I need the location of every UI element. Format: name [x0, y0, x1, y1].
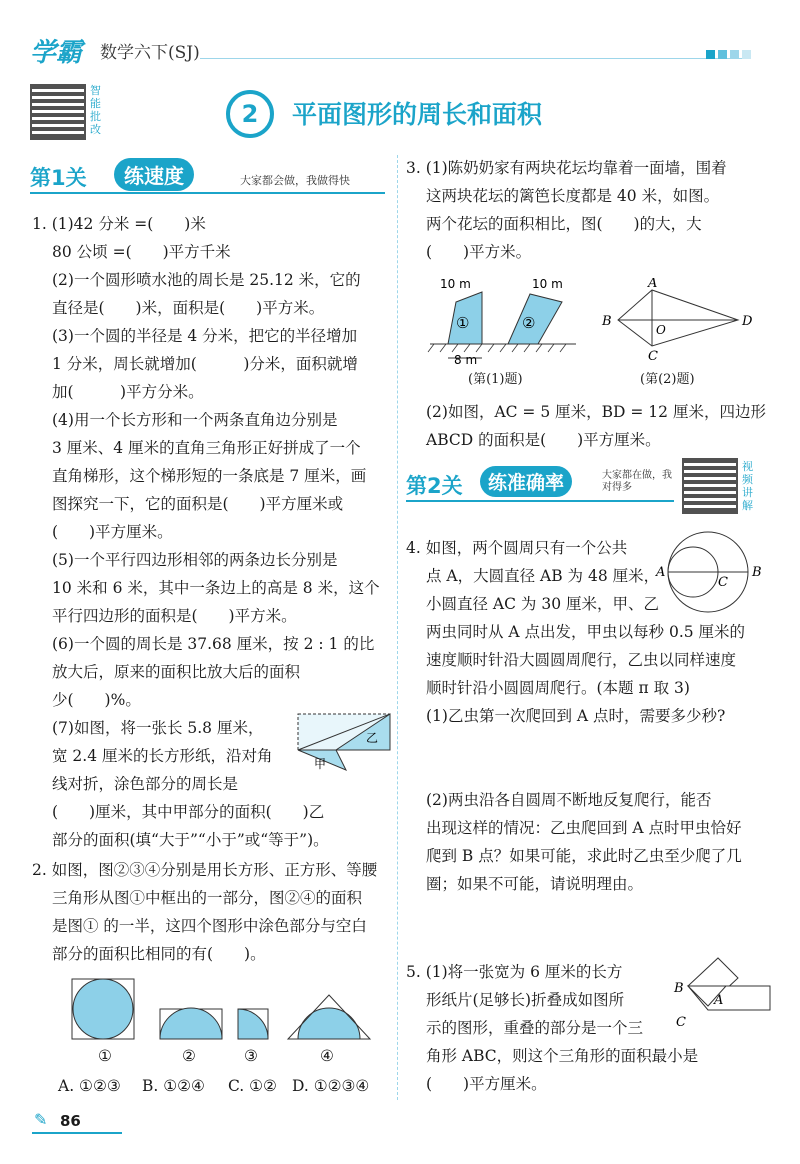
level2-tag: 大家都在做，我对得多	[602, 470, 672, 493]
level2-rule	[406, 500, 674, 502]
left-line: 80 公顷 =( )平方千米	[52, 243, 231, 261]
level2-qr-side: 视频讲解	[742, 460, 753, 512]
q4-part2-line: 出现这样的情况：乙虫爬回到 A 点时甲虫恰好	[426, 819, 742, 837]
left-line: ( )厘米，其中甲部分的面积( )乙	[52, 803, 325, 821]
q3-part2-line: (2)如图，AC = 5 厘米，BD = 12 厘米，四边形	[426, 403, 766, 421]
q2-fig4-semicircle	[298, 1008, 360, 1039]
q5-fold-figure	[666, 954, 776, 1034]
q3-bed2-label: ②	[522, 314, 536, 332]
q5-A: A	[714, 993, 724, 1008]
column-divider	[397, 155, 398, 1100]
q3-fig1	[426, 272, 586, 372]
left-line: (2)一个圆形喷水池的周长是 25.12 米，它的	[52, 271, 361, 289]
q3-len1: 10 m	[440, 277, 471, 291]
left-line: 平行四边形的面积是( )平方米。	[52, 607, 297, 625]
q2-fig1-circle	[73, 979, 133, 1039]
right-line: 3. (1)陈奶奶家有两块花坛均靠着一面墙，围着	[406, 159, 727, 177]
left-line: 部分的面积比相同的有( )。	[52, 945, 266, 963]
left-line: 部分的面积(填“大于”“小于”或“等于”)。	[52, 831, 329, 849]
left-line: 是图① 的一半，这四个图形中涂色部分与空白	[52, 917, 367, 935]
header-rule	[200, 58, 742, 59]
q4-line: (1)乙虫第一次爬回到 A 点时，需要多少秒?	[426, 707, 726, 725]
unit-number: 2	[226, 90, 274, 138]
right-line: ( )平方米。	[426, 243, 532, 261]
qr-side-label: 智能批改	[90, 84, 101, 136]
q4-part2-line: 爬到 B 点？如果可能，求此时乙虫至少爬了几	[426, 847, 742, 865]
q4-A: A	[656, 565, 666, 580]
q3-len2: 10 m	[532, 277, 563, 291]
level1-rule	[30, 192, 385, 194]
kite-D: D	[742, 314, 753, 329]
brand-logo: 学霸	[30, 38, 83, 68]
q4-line: 4. 如图，两个圆周只有一个公共	[406, 539, 628, 557]
left-line: (7)如图，将一张长 5.8 厘米，	[52, 719, 264, 737]
left-line: 线对折，涂色部分的周长是	[52, 775, 239, 793]
right-line: 这两块花坛的篱笆长度都是 40 米，如图。	[426, 187, 720, 205]
qr-code-icon[interactable]	[682, 458, 738, 514]
q3-caption2: (第(2)题)	[640, 372, 695, 387]
kite-O: O	[656, 323, 666, 337]
level2-label: 第2关	[406, 474, 463, 498]
kite-A: A	[648, 278, 658, 291]
q3-caption1: (第(1)题)	[468, 372, 523, 387]
fold-yi-label: 乙	[366, 731, 379, 745]
q5-line: 形纸片(足够长)折叠成如图所	[426, 991, 625, 1009]
pencil-icon: ✎	[34, 1110, 48, 1129]
q4-line: 小圆直径 AC 为 30 厘米，甲、乙	[426, 595, 659, 613]
book-title: 数学六下(SJ)	[100, 43, 200, 63]
level1-label: 第1关	[30, 166, 87, 190]
left-line: 10 米和 6 米，其中一条边上的高是 8 米，这个	[52, 579, 380, 597]
left-line: 直角梯形，这个梯形短的一条底是 7 厘米，画	[52, 467, 367, 485]
left-line: 直径是( )米，面积是( )平方米。	[52, 299, 325, 317]
left-line: (3)一个圆的半径是 4 分米，把它的半径增加	[52, 327, 358, 345]
q5-line: 5. (1)将一张宽为 6 厘米的长方	[406, 963, 623, 981]
q2-option-a: A. ①②③	[58, 1077, 121, 1095]
q2-option-c: C. ①②	[228, 1077, 277, 1095]
q4-part2-line: (2)两虫沿各自圆周不断地反复爬行，能否	[426, 791, 712, 809]
left-line: 1. (1)42 分米 =( )米	[32, 215, 206, 233]
left-line: (5)一个平行四边形相邻的两条边长分别是	[52, 551, 338, 569]
header-squares-icon	[706, 44, 751, 63]
left-line: 2. 如图，图②③④分别是用长方形、正方形、等腰	[32, 861, 378, 879]
left-line: 宽 2.4 厘米的长方形纸，沿对角	[52, 747, 273, 765]
level1-tag: 大家都会做，我做得快	[240, 174, 350, 187]
page-number: 86	[60, 1112, 81, 1130]
footer-rule	[32, 1132, 122, 1134]
q2-option-b: B. ①②④	[142, 1077, 205, 1095]
left-line: 加( )平方分米。	[52, 383, 204, 401]
q4-line: 速度顺时针沿大圆圆周爬行，乙虫以同样速度	[426, 651, 737, 669]
q2-label: ①	[98, 1047, 112, 1065]
level2-badge: 练准确率	[480, 466, 572, 497]
q2-label: ③	[244, 1047, 258, 1065]
fold-figure	[296, 712, 392, 774]
left-line: (6)一个圆的周长是 37.68 厘米，按 2 : 1 的比	[52, 635, 375, 653]
q3-fig2	[598, 278, 758, 368]
kite-B: B	[602, 314, 612, 329]
q3-base: 8 m	[454, 353, 478, 367]
kite-shape	[618, 290, 738, 346]
q5-B: B	[674, 981, 684, 996]
q2-label: ④	[320, 1047, 334, 1065]
q2-label: ②	[182, 1047, 196, 1065]
q5-line: 示的图形，重叠的部分是一个三	[426, 1019, 644, 1037]
left-line: 图探究一下，它的面积是( )平方厘米或	[52, 495, 344, 513]
q4-line: 两虫同时从 A 点出发，甲虫以每秒 0.5 厘米的	[426, 623, 746, 641]
q4-part2-line: 圈；如果不可能，请说明理由。	[426, 875, 644, 893]
q4-B: B	[752, 565, 762, 580]
q3-bed1-label: ①	[456, 314, 470, 332]
kite-C: C	[648, 349, 658, 364]
left-line: 三角形从图①中框出的一部分，图②④的面积	[52, 889, 363, 907]
fold-jia-label: 甲	[314, 757, 327, 771]
q4-circles	[650, 526, 770, 616]
q2-option-d: D. ①②③④	[292, 1077, 370, 1095]
q4-C: C	[718, 575, 728, 590]
q5-C: C	[676, 1015, 686, 1030]
q3-part2-line: ABCD 的面积是( )平方厘米。	[426, 431, 661, 449]
right-line: 两个花坛的面积相比，图( )的大，大	[426, 215, 702, 233]
left-line: 放大后，原来的面积比放大后的面积	[52, 663, 301, 681]
left-line: 1 分米，周长就增加( )分米，面积就增	[52, 355, 358, 373]
q5-line: ( )平方厘米。	[426, 1075, 547, 1093]
left-line: 少( )%。	[52, 691, 141, 709]
unit-title: 平面图形的周长和面积	[292, 100, 543, 129]
q4-line: 顺时针沿小圆圆周爬行。(本题 π 取 3)	[426, 679, 690, 697]
left-line: (4)用一个长方形和一个两条直角边分别是	[52, 411, 338, 429]
qr-code-icon[interactable]	[30, 84, 86, 140]
level1-badge: 练速度	[114, 158, 194, 191]
left-line: ( )平方厘米。	[52, 523, 173, 541]
left-line: 3 厘米、4 厘米的直角三角形正好拼成了一个	[52, 439, 361, 457]
q2-figures	[62, 975, 392, 1045]
q5-line: 角形 ABC，则这个三角形的面积最小是	[426, 1047, 699, 1065]
q4-line: 点 A，大圆直径 AB 为 48 厘米，	[426, 567, 660, 585]
